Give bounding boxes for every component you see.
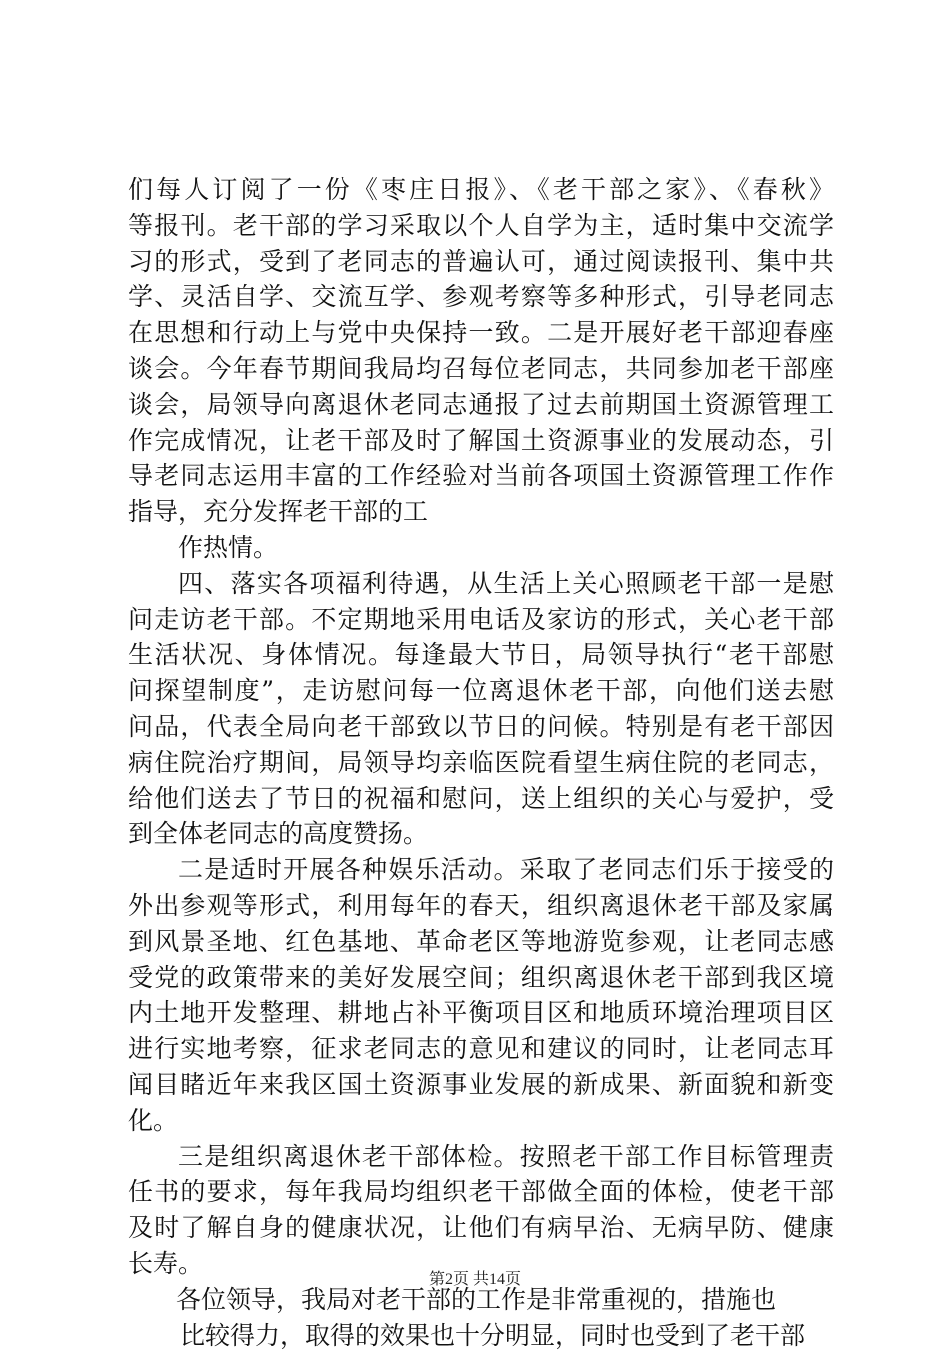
text-line: 作热情。: [128, 530, 834, 566]
text-line: 等报刊。老干部的学习采取以个人自学为主，适时集中交流学: [128, 208, 834, 244]
text-line: 们每人订阅了一份《枣庄日报》、《老干部之家》、《春秋》: [128, 172, 834, 208]
paragraph-start-line: 三是组织离退休老干部体检。按照老干部工作目标管理责: [128, 1139, 834, 1175]
text-line: 任书的要求，每年我局均组织老干部做全面的体检，使老干部: [128, 1174, 834, 1210]
text-line: 谈会，局领导向离退休老同志通报了过去前期国土资源管理工: [128, 387, 834, 423]
text-line: 比较得力，取得的效果也十分明显，同时也受到了老干部: [128, 1318, 834, 1353]
text-line: 到风景圣地、红色基地、革命老区等地游览参观，让老同志感: [128, 924, 834, 960]
text-line: 受党的政策带来的美好发展空间；组织离退休老干部到我区境: [128, 960, 834, 996]
paragraph-start-line: 二是适时开展各种娱乐活动。采取了老同志们乐于接受的: [128, 852, 834, 888]
text-line: 内土地开发整理、耕地占补平衡项目区和地质环境治理项目区: [128, 995, 834, 1031]
text-line: 化。: [128, 1103, 834, 1139]
text-line: 给他们送去了节日的祝福和慰问，送上组织的关心与爱护，受: [128, 781, 834, 817]
text-line: 谈会。今年春节期间我局均召每位老同志，共同参加老干部座: [128, 351, 834, 387]
page-footer: [0, 1270, 950, 1290]
text-line: 学、灵活自学、交流互学、参观考察等多种形式，引导老同志: [128, 279, 834, 315]
text-line: 长寿。: [128, 1246, 834, 1282]
text-line: 闻目睹近年来我区国土资源事业发展的新成果、新面貌和新变: [128, 1067, 834, 1103]
text-line: 作完成情况，让老干部及时了解国土资源事业的发展动态，引: [128, 423, 834, 459]
text-line: 病住院治疗期间，局领导均亲临医院看望生病住院的老同志，: [128, 745, 834, 781]
body-text: [128, 172, 834, 1353]
text-line: 进行实地考察，征求老同志的意见和建议的同时，让老同志耳: [128, 1031, 834, 1067]
text-line: 问走访老干部。不定期地采用电话及家访的形式，关心老干部: [128, 602, 834, 638]
page-number-label: 第2页 共14页: [429, 1271, 521, 1288]
text-line: 问探望制度”，走访慰问每一位离退休老干部，向他们送去慰: [128, 673, 834, 709]
text-line: 问品，代表全局向老干部致以节日的问候。特别是有老干部因: [128, 709, 834, 745]
text-line: 在思想和行动上与党中央保持一致。二是开展好老干部迎春座: [128, 315, 834, 351]
text-line: 生活状况、身体情况。每逢最大节日，局领导执行“老干部慰: [128, 637, 834, 673]
text-line: 到全体老同志的高度赞扬。: [128, 816, 834, 852]
text-line: 及时了解自身的健康状况，让他们有病早治、无病早防、健康: [128, 1210, 834, 1246]
text-line: 导老同志运用丰富的工作经验对当前各项国土资源管理工作作: [128, 458, 834, 494]
text-line: 指导，充分发挥老干部的工: [128, 494, 834, 530]
text-line: 习的形式，受到了老同志的普遍认可，通过阅读报刊、集中共: [128, 244, 834, 280]
text-line: 外出参观等形式，利用每年的春天，组织离退休老干部及家属: [128, 888, 834, 924]
paragraph-start-line: 四、落实各项福利待遇，从生活上关心照顾老干部一是慰: [128, 566, 834, 602]
paragraph-start-line: 各位领导，我局对老干部的工作是非常重视的，措施也: [128, 1282, 834, 1318]
